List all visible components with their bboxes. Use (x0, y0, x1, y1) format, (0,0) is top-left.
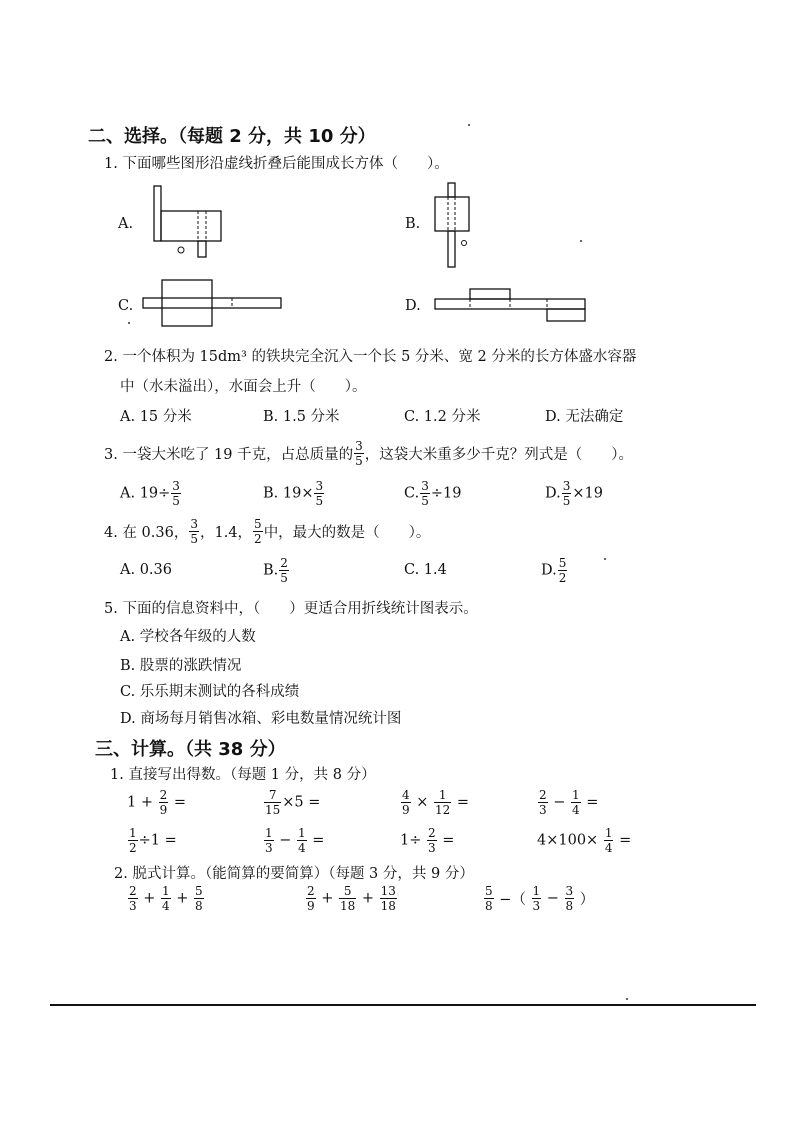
scan-speck (626, 998, 628, 1000)
q3-option-a[interactable]: A. 19÷ $\frac{3}{5}$ (120, 479, 180, 508)
q2-option-d[interactable]: D. 无法确定 (545, 409, 624, 425)
q5-option-a[interactable]: A. 学校各年级的人数 (120, 629, 256, 645)
calc-item-6: $\frac{1}{3}$ − $\frac{1}{4}$ = (265, 826, 325, 855)
q2-option-c[interactable]: C. 1.2 分米 (404, 409, 481, 425)
net-figure-c (140, 278, 290, 333)
scan-speck (604, 558, 606, 560)
section-2-title: 二、选择。（每题 2 分，共 10 分） (88, 126, 376, 147)
q2-option-b[interactable]: B. 1.5 分米 (263, 409, 340, 425)
net-figure-d (430, 285, 590, 325)
q5-option-c[interactable]: C. 乐乐期末测试的各科成绩 (120, 684, 300, 700)
q1-option-a-label[interactable]: A. (118, 216, 134, 232)
step-calc-2: $\frac{2}{9}$ + $\frac{5}{18}$ + $\frac{13}{18}$ (307, 884, 396, 913)
q2-text-line2: 中（水未溢出），水面会上升（ ）。 (120, 379, 367, 395)
calc-item-7: 1÷ $\frac{2}{3}$ = (400, 826, 455, 855)
q5-option-b[interactable]: B. 股票的涨跌情况 (120, 658, 242, 674)
q1-option-c-label[interactable]: C. (118, 298, 134, 314)
q1-text: 1. 下面哪些图形沿虚线折叠后能围成长方体（ ）。 (104, 156, 449, 172)
net-figure-b (430, 180, 490, 270)
q1-option-d-label[interactable]: D. (405, 298, 421, 314)
q3-option-c[interactable]: C. $\frac{3}{5}$ ÷19 (404, 479, 462, 508)
calc-item-1: 1 + $\frac{2}{9}$ = (127, 788, 186, 817)
bottom-divider (50, 1004, 756, 1006)
q5-text: 5. 下面的信息资料中，（ ）更适合用折线统计图表示。 (104, 601, 478, 617)
scan-speck (580, 240, 582, 242)
scan-speck (128, 322, 130, 324)
q4-option-a[interactable]: A. 0.36 (120, 562, 172, 578)
calc-item-3: $\frac{4}{9}$ × $\frac{1}{12}$ = (402, 788, 470, 817)
p1-title: 1. 直接写出得数。（每题 1 分，共 8 分） (110, 767, 376, 783)
step-calc-1: $\frac{2}{3}$ + $\frac{1}{4}$ + $\frac{5}{8}$ (129, 884, 203, 913)
q1-option-b-label[interactable]: B. (405, 216, 421, 232)
q2-text-line1: 2. 一个体积为 15dm³ 的铁块完全沉入一个长 5 分米、宽 2 分米的长方体盛水容器 (104, 349, 637, 365)
q3-text: 3. 一袋大米吃了 19 千克，占总质量的 $\frac{3}{5}$ ，这袋大米重多少千克？列式是（ ）。 (104, 439, 634, 468)
section-3-title: 三、计算。（共 38 分） (95, 739, 286, 760)
q2-option-a[interactable]: A. 15 分米 (120, 409, 192, 425)
q4-option-d[interactable]: D. $\frac{5}{2}$ (541, 556, 567, 585)
q3-option-b[interactable]: B. 19× $\frac{3}{5}$ (263, 479, 324, 508)
net-figure-a (150, 180, 230, 260)
calc-item-2: $\frac{7}{15}$ ×5 = (265, 788, 321, 817)
calc-item-5: $\frac{1}{2}$ ÷1 = (129, 826, 177, 855)
calc-item-8: 4×100× $\frac{1}{4}$ = (537, 826, 632, 855)
q4-text: 4. 在 0.36， $\frac{3}{5}$ ，1.4， $\frac{5}{2}$ 中，最大的数是（ ）。 (104, 517, 431, 546)
p2-title: 2. 脱式计算。（能简算的要简算）（每题 3 分，共 9 分） (114, 866, 474, 882)
scan-speck (468, 124, 470, 126)
q4-option-b[interactable]: B. $\frac{2}{5}$ (263, 556, 288, 585)
q5-option-d[interactable]: D. 商场每月销售冰箱、彩电数量情况统计图 (120, 711, 402, 727)
q4-option-c[interactable]: C. 1.4 (404, 562, 447, 578)
q3-option-d[interactable]: D. $\frac{3}{5}$ ×19 (545, 479, 603, 508)
calc-item-4: $\frac{2}{3}$ − $\frac{1}{4}$ = (539, 788, 599, 817)
step-calc-3: $\frac{5}{8}$ −（ $\frac{1}{3}$ − $\frac{3}{8}$ ） (485, 884, 595, 913)
